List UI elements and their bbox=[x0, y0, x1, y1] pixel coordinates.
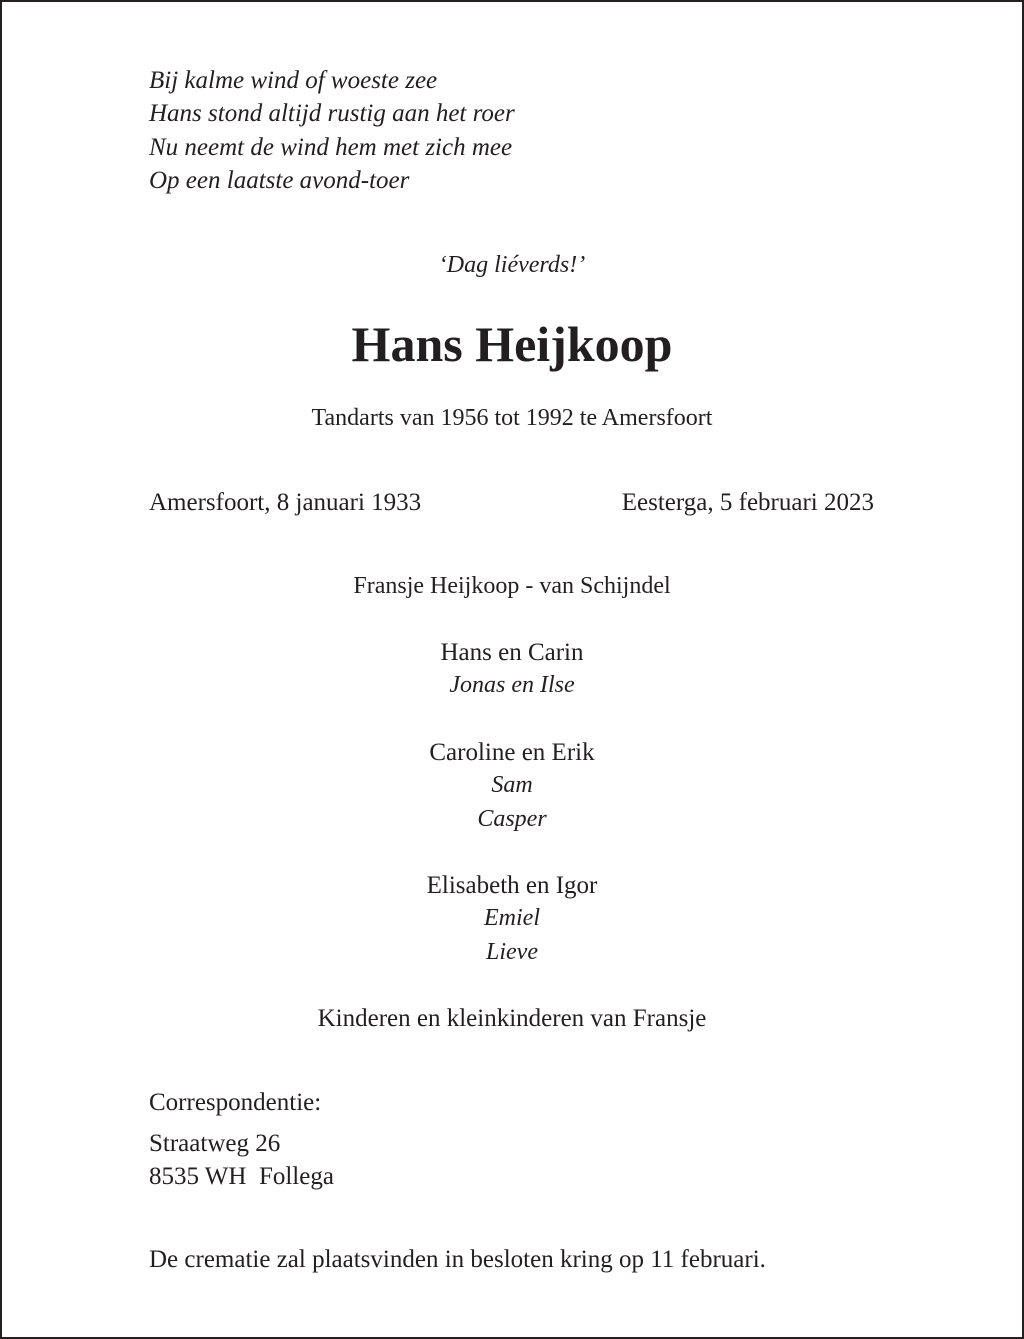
grandchild-name: Lieve bbox=[486, 938, 538, 965]
child-name: Caroline en Erik bbox=[429, 739, 595, 766]
cremation-notice: De crematie zal plaatsvinden in besloten kring op 11 februari. bbox=[149, 1246, 766, 1273]
grandchild-name: Emiel bbox=[484, 905, 540, 932]
child-name: Hans en Carin bbox=[440, 639, 584, 666]
spouse-name: Fransje Heijkoop - van Schijndel bbox=[353, 573, 671, 599]
correspondence-label: Correspondentie: bbox=[149, 1089, 322, 1116]
correspondence-address bbox=[149, 1127, 334, 1193]
child-name: Elisabeth en Igor bbox=[426, 872, 598, 899]
family-group bbox=[0, 736, 1024, 836]
death-date: Eesterga, 5 februari 2023 bbox=[621, 489, 874, 516]
poem-line: Nu neemt de wind hem met zich mee bbox=[149, 133, 513, 161]
address-street: Straatweg 26 bbox=[149, 1130, 281, 1157]
family-group bbox=[0, 636, 1024, 703]
poem bbox=[149, 64, 515, 197]
stepfamily-line: Kinderen en kleinkinderen van Fransje bbox=[317, 1005, 707, 1032]
poem-line: Op een laatste avond-toer bbox=[149, 166, 410, 194]
profession: Tandarts van 1956 tot 1992 te Amersfoort bbox=[311, 405, 713, 431]
deceased-name: Hans Heijkoop bbox=[351, 316, 673, 372]
grandchild-name: Sam bbox=[491, 772, 533, 799]
farewell-quote: ‘Dag liéverds!’ bbox=[438, 252, 586, 278]
grandchild-name: Casper bbox=[477, 805, 547, 832]
family-group bbox=[0, 869, 1024, 969]
poem-line: Hans stond altijd rustig aan het roer bbox=[149, 100, 515, 128]
poem-line: Bij kalme wind of woeste zee bbox=[149, 67, 438, 94]
grandchild-name: Jonas en Ilse bbox=[449, 672, 575, 699]
birth-date: Amersfoort, 8 januari 1933 bbox=[149, 489, 422, 516]
address-postal-city: 8535 WH Follega bbox=[149, 1163, 334, 1190]
